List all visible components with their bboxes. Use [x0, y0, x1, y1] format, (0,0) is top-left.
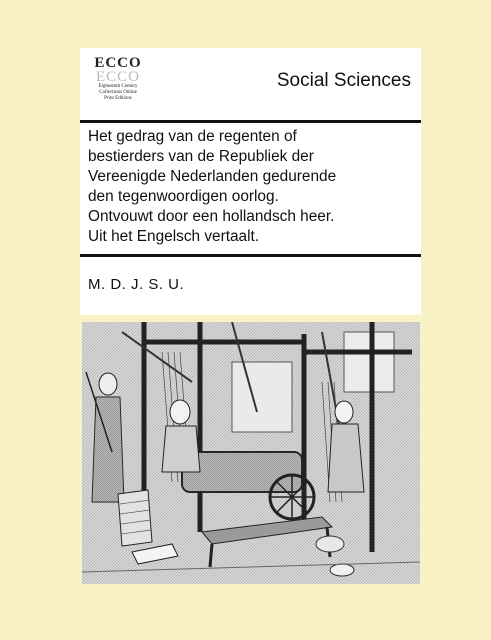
logo-line-2: Collections Online — [99, 90, 137, 95]
logo-mark: ECCO — [94, 55, 142, 71]
title-line: Vereenigde Nederlanden gedurende — [88, 168, 337, 185]
logo-mark-reflection: ECCO — [95, 69, 140, 85]
title-line: den tegenwoordigen oorlog. — [88, 188, 279, 205]
title-line: Het gedrag van de regenten of — [88, 128, 297, 145]
author-name: M. D. J. S. U. — [88, 276, 185, 293]
logo-line-1: Eighteenth Century — [98, 84, 138, 89]
weaving-scene-engraving — [82, 322, 420, 584]
book-title — [88, 127, 418, 247]
bottom-rule — [80, 254, 421, 257]
engraving-illustration — [82, 322, 420, 584]
ecco-logo — [89, 56, 147, 118]
series-label: Social Sciences — [276, 70, 411, 91]
title-line: Uit het Engelsch vertaalt. — [88, 228, 260, 245]
title-line: bestierders van de Republiek der — [88, 148, 314, 165]
title-line: Ontvouwt door een hollandsch heer. — [88, 208, 335, 225]
logo-line-3: Print Editions — [104, 96, 132, 101]
top-rule — [80, 120, 421, 123]
title-page — [80, 48, 421, 315]
